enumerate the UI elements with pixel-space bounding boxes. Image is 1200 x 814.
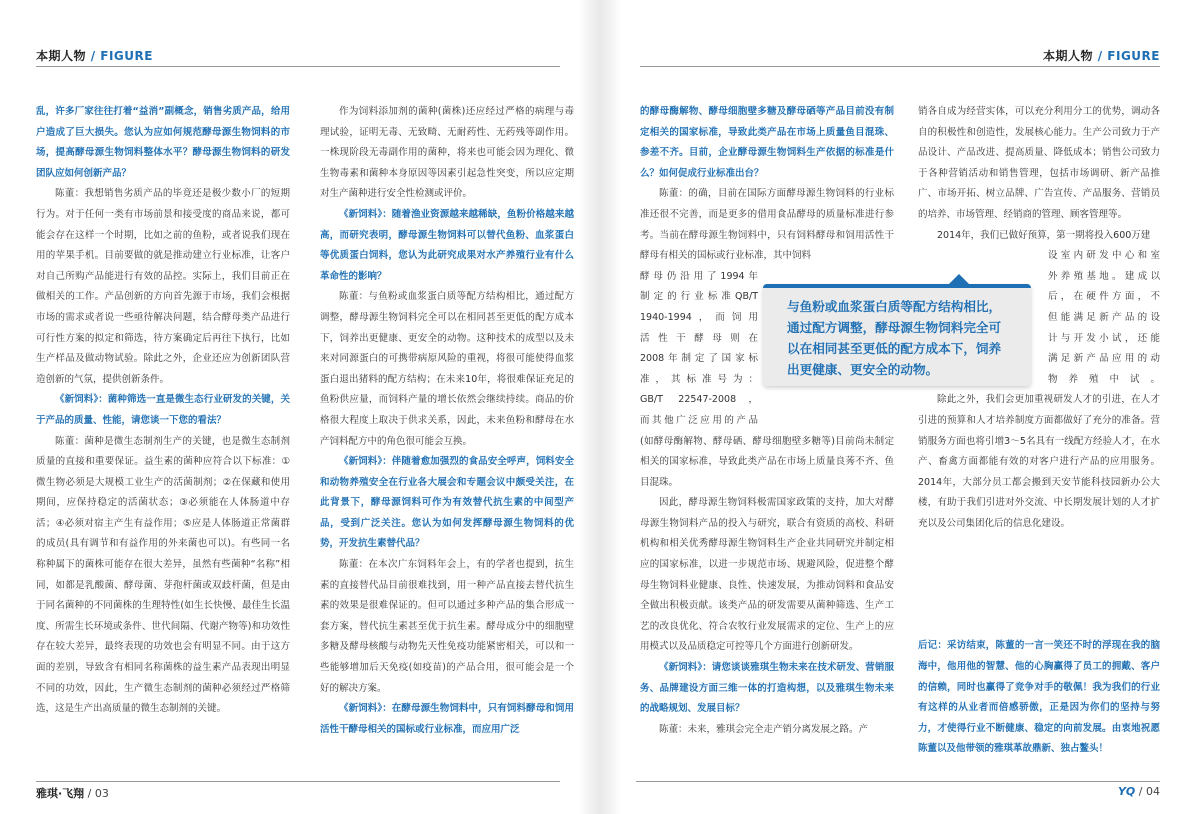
answer-paragraph: (如酵母酶解物、酵母硒、酵母细胞壁多糖等)目前尚未制定相关的国家标准，导致此类产品在市场上质量良莠不齐、鱼目混珠。 (640, 435, 894, 488)
callout-text: 与鱼粉或血浆蛋白质等配方结构相比，通过配方调整，酵母源生物饲料完全可以在相同甚至更低的配方成本下，饲养出更健康、更安全的动物。 (787, 299, 1002, 377)
answer-paragraph: 陈董：未来，雅琪会完全走产销分离发展之路。产 (659, 723, 869, 735)
wrapped-text-block (640, 267, 758, 432)
afterword (918, 636, 1160, 760)
pull-quote-callout (763, 284, 1031, 386)
page-number: / 04 (1135, 785, 1160, 798)
wrapped-line: GB/T 22547-2008， (640, 394, 758, 406)
wrapped-line: 但能满足新产品的设 (1048, 311, 1160, 323)
spacer (918, 534, 1160, 636)
footer-logo-icon: YQ (1117, 785, 1136, 798)
wrapped-line: 后，在硬件方面，不 (1048, 291, 1160, 303)
answer-paragraph: 作为饲料添加剂的菌种(菌株)还应经过严格的病理与毒理试验，证明无毒、无致畸、无耐药性、无药残等副作用。一株现阶段无毒副作用的菌种，将来也可能会因为理化、微生物毒素和菌种本身原因等因素引起急性突变，所以应定期对生产菌种进行安全性检测或评价。 (320, 106, 574, 200)
right-column-2 (918, 102, 1160, 760)
page-number: / 03 (84, 787, 109, 800)
footer-brand: 雅琪·飞翔 (36, 787, 85, 800)
wrapped-line: 外养殖基地。建成以 (1048, 270, 1160, 282)
callout-top-bar (763, 284, 1031, 288)
footer-rule (36, 781, 560, 782)
question-paragraph: 《新饲料》：菌种筛选一直是微生态行业研发的关键，关于产品的质量、性能，请您谈一下您的看法？ (36, 394, 290, 426)
wrapped-line: 而其他广泛应用的产品 (640, 414, 758, 426)
question-paragraph: 乱，许多厂家往往打着“益消”副概念，销售劣质产品，给用户造成了巨大损失。您认为应如何规范酵母源生物饲料的市场，提高酵母源生物饲料整体水平？酵母源生物饲料的研发团队应如何创新产品？ (36, 106, 290, 179)
question-paragraph: 《新饲料》：随着渔业资源越来越稀缺，鱼粉价格越来越高，而研究表明，酵母源生物饲料可以替代鱼粉、血浆蛋白等优质蛋白饲料，您认为此研究成果对水产养殖行业有什么革命性的影响？ (320, 208, 574, 282)
header-rule (640, 66, 1160, 67)
callout-pointer (949, 274, 969, 284)
wrapped-line: 2008年制定了国家标 (640, 353, 758, 365)
question-paragraph: 《新饲料》：在酵母源生物饲料中，只有饲料酵母和饲用活性干酵母相关的国标或行业标准，而应用广泛 (320, 703, 574, 735)
wrapped-line: 1940-1994，而饲用 (640, 311, 758, 323)
answer-paragraph: 陈董：我想销售劣质产品的毕竟还是极少数小厂的短期行为。对于任何一类有市场前景和接受度的商品来说，都可能会存在这样一个时期，比如之前的鱼粉，或者说我们现在用的苹果手机。目前要做的就是推动建立行业标准，让客户对自己所购产品能进行有效的品控。实际上，我们目前正在做相关的工作。产品创新的方向首先源于市场，我们会根据市场的需求或者说一些亟待解决问题，结合酵母类产品进行可行性方案的拟定和筛选，待方案确定后再往下执行，比如生产样品及做动物试验。除此之外，企业还应为创新团队营造创新的气氛，提供创新条件。 (36, 188, 290, 385)
wrapped-line: 准，其标准号为： (640, 373, 758, 385)
wrapped-line: 计与开发小试，还能 (1048, 332, 1160, 344)
footer-rule (636, 781, 1160, 782)
wrapped-line: 物养殖中试。 (1048, 373, 1160, 385)
wrapped-line: 制定的行业标准QB/T (640, 291, 758, 303)
wrapped-line: 活性干酵母则在 (640, 332, 758, 344)
question-paragraph: 《新饲料》：请您谈谈雅琪生物未来在技术研发、营销服务、品牌建设方面三维一体的打造构想，以及雅琪生物未来的战略规划、发展目标？ (640, 662, 894, 715)
header-sep: / (86, 49, 101, 63)
afterword-text: ：采访结束，陈董的一言一笑还不时的浮现在我的脑海中，他用他的智慧、他的心胸赢得了员工的拥戴、客户的信赖，同时也赢得了竞争对手的敬佩！我为我们的行业有这样的从业者而倍感骄傲，正是因为你们的坚持与努力，才使得行业不断健康、稳定的向前发展。由衷地祝愿陈董以及他带领的雅琪革故鼎新、独占鳌头！ (918, 640, 1160, 755)
right-page (600, 0, 1200, 814)
answer-paragraph: 除此之外，我们会更加重视研发人才的引进，在人才引进的预算和人才培养制度方面都做好了充分的准备。营销服务方面也将引增3～5名具有一线配方经验人才，在水产、畜禽方面都能有效的对客户进行产品的应用服务。2014年，大部分员工都会搬到天安节能科技园新办公大楼，有助于我们引进对外交流、中长期发展计划的人才扩充以及公司集团化后的信息化建设。 (918, 394, 1160, 529)
header-rule (36, 66, 560, 67)
header-section: 本期人物 (1043, 49, 1094, 63)
answer-paragraph: 2014年，我们已做好预算，第一期将投入600万建 (937, 229, 1151, 241)
header-figure: FIGURE (100, 49, 153, 63)
answer-paragraph: 销各自成为经营实体，可以充分利用分工的优势，调动各自的积极性和创造性，发展核心能力。生产公司致力于产品设计、产品改进、提高质量、降低成本；销售公司致力于各种营销活动和销售管理，包括市场调研、新产品推广、市场开拓、树立品牌、广告宣传、产品服务、营销员的培养、市场管理、经销商的管理、顾客管理等。 (918, 106, 1160, 220)
page-footer-right (1118, 785, 1160, 798)
header-figure: FIGURE (1107, 49, 1160, 63)
header-sep: / (1093, 49, 1108, 63)
answer-paragraph: 陈董：与鱼粉或血浆蛋白质等配方结构相比，通过配方调整，酵母源生物饲料完全可以在相同甚至更低的配方成本下，饲养出更健康、更安全的动物。这种技术的成型以及未来对同源蛋白的可携带病原风险的重视，将很可能使得血浆蛋白退出猪料的配方结构；在未来10年，将很难保证充足的鱼粉供应量，而饲料产量的增长依然会继续持续。商品的价格很大程度上取决于供求关系，因此，未来鱼粉和酵母在水产饲料配方中的角色很可能会互换。 (320, 291, 574, 447)
afterword-label: 后记 (918, 640, 938, 652)
left-column-1 (36, 102, 290, 720)
page-header (1043, 47, 1160, 64)
answer-paragraph: 陈董：菌种是微生态制剂生产的关键，也是微生态制剂质量的直接和重要保证。益生素的菌种应符合以下标准：①微生物必须是大规模工业生产的活菌制剂；②在保藏和使用期间，应保持稳定的活菌状态；③必须能在人体肠道中存活；④必须对宿主产生有益作用；⑤应是人体肠道正常菌群的成员(具有调节和有益作用的外来菌也可以)。有些同一名称种属下的菌株可能存在很大差异，虽然有些菌种“名称”相同，如都是乳酸菌、酵母菌、芽孢杆菌或双歧杆菌，但是由于同名菌种的不同菌株的生理特性(如生长快慢、最佳生长温度、所需生长环境或条件、世代间隔、代谢产物等)和功效性存在较大差异，最终表现的功效也会有明显不同。由于这方面的差别，导致含有相同名称菌株的益生素产品表现出明显不同的功效，因此，生产微生态制剂的菌种必须经过严格筛选，这是生产出高质量的微生态制剂的关键。 (36, 435, 290, 715)
wrapped-line: 满足新产品应用的动 (1048, 353, 1160, 365)
page-footer-left (36, 785, 109, 801)
wrapped-line: 酵母仍沿用了1994年 (640, 270, 758, 282)
question-paragraph: 《新饲料》：伴随着愈加强烈的食品安全呼声，饲料安全和动物养殖安全在行业各大展会和专题会议中颇受关注，在此背景下，酵母源饲料可作为有效替代抗生素的中间型产品，受到广泛关注。您认为如何发挥酵母源生物饲料的优势，开发抗生素替代品？ (320, 456, 574, 550)
answer-paragraph: 陈董：在本次广东饲料年会上，有的学者也提到，抗生素的直接替代品目前很难找到，用一种产品直接去替代抗生素的效果是很难保证的。但可以通过多种产品的集合形成一套方案，替代抗生素甚至优于抗生素。酵母成分中的细胞壁多糖及酵母核酸与动物先天性免疫功能紧密相关，可以和一些能够增加后天免疫(如疫苗)的产品合用，很可能会是一个好的解决方案。 (320, 559, 574, 694)
page-header (36, 47, 153, 64)
header-section: 本期人物 (36, 49, 87, 63)
question-paragraph: 的酵母酶解物、酵母细胞壁多糖及酵母硒等产品目前没有制定相关的国家标准，导致此类产品在市场上质量鱼目混珠、参差不齐。目前，企业酵母源生物饲料生产依据的标准是什么？如何促成行业标准出台？ (640, 106, 894, 179)
answer-paragraph: 因此，酵母源生物饲料极需国家政策的支持，加大对酵母源生物饲料产品的投入与研究，联合有资质的高校、科研机构和相关优秀酵母源生物饲料生产企业共同研究并制定相应的国家标准，以进一步规范市场、规避风险，促进整个酵母生物饲料业健康、良性、快速发展，为推动饲料和食品安全做出积极贡献。该类产品的研发需要从菌种筛选、生产工艺的改良优化、符合农牧行业发展需求的定位、生产上的应用模式以及品质稳定可控等几个方面进行创新研发。 (640, 497, 894, 653)
wrapped-line: 设室内研发中心和室 (1048, 250, 1160, 262)
answer-paragraph: 陈董：的确，目前在国际方面酵母源生物饲料的行业标准还很不完善，而是更多的借用食品酵母的质量标准进行参考。当前在酵母源生物饲料中，只有饲料酵母和饲用活性干酵母有相关的国标或行业标准，其中饲料 (640, 188, 894, 262)
gutter-shadow (578, 0, 600, 814)
left-column-2 (320, 102, 574, 740)
right-column-1 (640, 102, 894, 740)
gutter-shadow (600, 0, 622, 814)
